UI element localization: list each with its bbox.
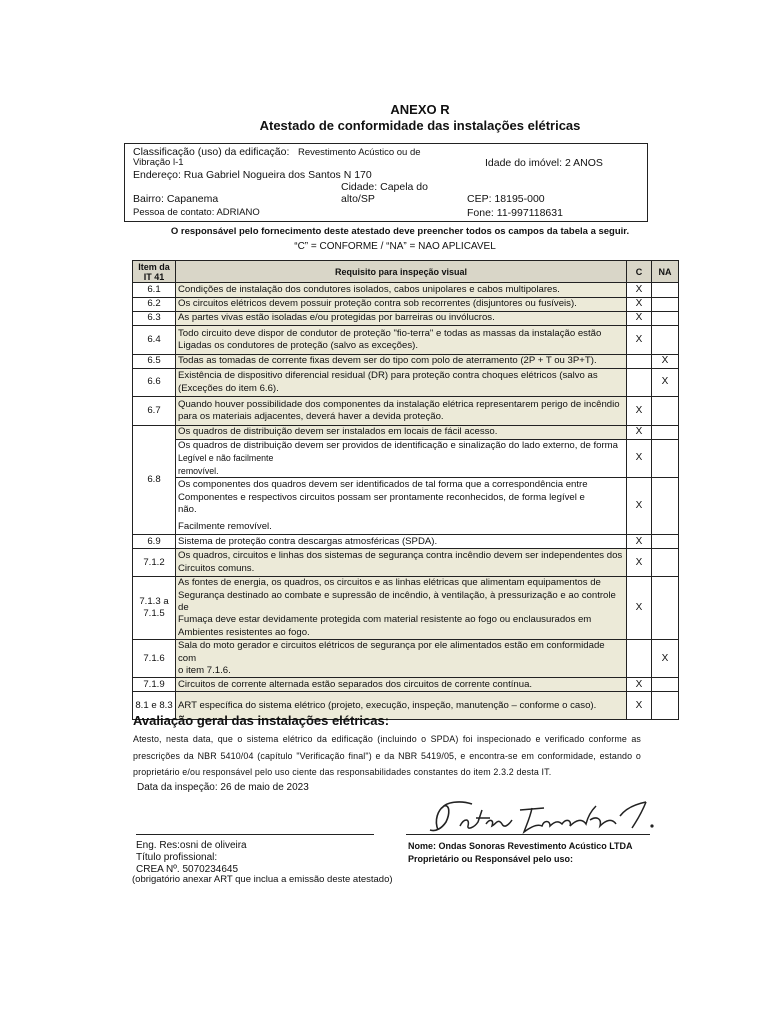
row-mark-c: X: [627, 397, 652, 426]
row-requisito: [176, 478, 627, 535]
evaluation-text: Atesto, nesta data, que o sistema elétrico da edificação (incluindo o SPDA) foi inspecionado e verificado conforme as prescrições da NBR 5410/04 (capítulo "Verificação final") e da NBR 5419/05, e encontra-se em conformidade, estando o proprietário e/ou responsável pelo uso ciente das responsabilidades constantes do item 2.3.2 desta IT.: [133, 734, 641, 777]
row-mark-c: X: [627, 577, 652, 640]
row-requisito-line: ART específica do sistema elétrico (projeto, execução, inspeção, manutenção – conforme o caso).: [178, 699, 597, 711]
row-mark-c: [627, 369, 652, 397]
row-requisito-line: Condições de instalação dos condutores isolados, cabos unipolares e cabos multipolares.: [178, 283, 560, 295]
row-mark-na: [652, 283, 679, 298]
row-requisito: [176, 298, 627, 312]
row-requisito: [176, 678, 627, 692]
engineer-block: [136, 840, 247, 875]
row-item: 7.1.2: [133, 549, 176, 577]
row-requisito-line: Os circuitos elétricos devem possuir proteção contra sob recorrentes (disjuntores ou fusíveis).: [178, 298, 577, 310]
row-requisito-line: Ligadas os condutores de proteção (salvo as exceções).: [178, 340, 418, 351]
row-mark-na: [652, 549, 679, 577]
row-mark-c: [627, 355, 652, 369]
row-item: 6.4: [133, 326, 176, 355]
annex-title: ANEXO R: [390, 102, 450, 117]
table-row: [133, 312, 679, 326]
row-mark-na: X: [652, 355, 679, 369]
row-mark-na: [652, 298, 679, 312]
row-mark-na: [652, 426, 679, 440]
city: Cidade: Capela do: [341, 181, 428, 193]
row-mark-c: X: [627, 478, 652, 535]
inspection-table: [132, 260, 679, 720]
row-requisito-line: Sistema de proteção contra descargas atmosféricas (SPDA).: [178, 535, 438, 547]
neighborhood: Bairro: Capanema: [133, 193, 219, 205]
row-requisito-line: Os componentes dos quadros devem ser identificados de tal forma que a correspondência entre: [178, 479, 588, 491]
row-mark-c: X: [627, 326, 652, 355]
city-cont: alto/SP: [341, 193, 375, 205]
row-item: 6.8: [133, 426, 176, 535]
row-requisito: [176, 326, 627, 355]
row-mark-c: X: [627, 298, 652, 312]
row-mark-na: [652, 577, 679, 640]
row-mark-c: X: [627, 440, 652, 478]
row-requisito-line: Legível e não facilmente: [178, 453, 274, 464]
row-mark-c: X: [627, 283, 652, 298]
row-item: 6.2: [133, 298, 176, 312]
address: Endereço: Rua Gabriel Nogueira dos Santos N 170: [133, 169, 372, 181]
row-mark-c: X: [627, 692, 652, 720]
row-item: 6.3: [133, 312, 176, 326]
row-requisito-line: para os materiais adjacentes, deverá haver a devida proteção.: [178, 411, 444, 422]
table-row: [133, 440, 679, 478]
row-item: 7.1.9: [133, 678, 176, 692]
row-requisito: [176, 283, 627, 298]
row-mark-c: X: [627, 426, 652, 440]
row-requisito: [176, 426, 627, 440]
row-mark-c: X: [627, 549, 652, 577]
contact-person: Pessoa de contato: ADRIANO: [133, 207, 260, 218]
table-row: [133, 535, 679, 549]
row-requisito: [176, 549, 627, 577]
row-item: 6.5: [133, 355, 176, 369]
building-age: Idade do imóvel: 2 ANOS: [485, 157, 603, 169]
row-mark-na: X: [652, 369, 679, 397]
art-required-note: (obrigatório anexar ART que inclua a emissão deste atestado): [132, 874, 393, 885]
table-row: [133, 640, 679, 678]
row-requisito: [176, 440, 627, 478]
row-requisito-line: (Exceções do item 6.6).: [178, 382, 279, 394]
evaluation-title: Avaliação geral das instalações elétricas:: [133, 713, 390, 728]
row-requisito-line: As fontes de energia, os quadros, os circuitos e as linhas elétricas que alimentam equipamentos de: [178, 577, 601, 589]
table-row: [133, 478, 679, 535]
row-requisito-line: Ambientes resistentes ao fogo.: [178, 626, 310, 638]
header-na: NA: [652, 261, 679, 283]
owner-signature-line: [406, 834, 650, 835]
classificacao-value: Revestimento Acústico ou de: [298, 147, 421, 158]
row-item: 6.7: [133, 397, 176, 426]
row-mark-na: [652, 478, 679, 535]
instructions-note: O responsável pelo fornecimento deste atestado deve preencher todos os campos da tabela a seguir.: [170, 226, 630, 237]
table-row: [133, 355, 679, 369]
row-mark-na: [652, 312, 679, 326]
table-row: [133, 283, 679, 298]
table-row: [133, 326, 679, 355]
row-requisito-line: Sala do moto gerador e circuitos elétricos de segurança por ele alimentados estão em conformidade com: [178, 640, 605, 664]
row-mark-na: [652, 326, 679, 355]
classificacao-label: Classificação (uso) da edificação:: [133, 146, 290, 158]
row-requisito: [176, 355, 627, 369]
row-requisito: [176, 397, 627, 426]
header-requisito: Requisito para inspeção visual: [176, 261, 627, 283]
row-requisito-line: Componentes e respectivos circuitos possam ser prontamente reconhecidos, de forma legível e: [178, 491, 585, 503]
row-requisito: [176, 535, 627, 549]
row-requisito-line: Os quadros, circuitos e linhas dos sistemas de segurança contra incêndio devem ser independentes dos: [178, 550, 623, 562]
row-requisito-line: Circuitos comuns.: [178, 562, 255, 574]
row-item: 7.1.3 a 7.1.5: [133, 577, 176, 640]
row-requisito-line: Todo circuito deve dispor de condutor de proteção "fio-terra" e todas as massas da instalação estão: [178, 327, 602, 339]
row-requisito-line: Facilmente removível.: [178, 520, 272, 532]
engineer-title: Título profissional:: [136, 851, 218, 863]
row-requisito-line: Segurança destinado ao combate e supressão de incêndio, à ventilação, à pressurização e ao controle de: [178, 589, 616, 614]
row-mark-na: [652, 678, 679, 692]
owner-name: Nome: Ondas Sonoras Revestimento Acústico LTDA: [408, 841, 633, 851]
row-requisito: [176, 577, 627, 640]
row-mark-na: [652, 397, 679, 426]
owner-label: Proprietário ou Responsável pelo uso:: [408, 853, 574, 864]
phone: Fone: 11-997118631: [467, 207, 563, 219]
row-requisito-line: Circuitos de corrente alternada estão separados dos circuitos de corrente contínua.: [178, 678, 533, 690]
header-c: C: [627, 261, 652, 283]
row-mark-na: [652, 692, 679, 720]
row-mark-c: [627, 640, 652, 678]
table-row: [133, 298, 679, 312]
row-requisito-line: não.: [178, 504, 197, 516]
row-requisito-line: As partes vivas estão isoladas e/ou protegidas por barreiras ou invólucros.: [178, 312, 495, 324]
legend-text: “C” = CONFORME / “NA” = NAO APLICAVEL: [294, 241, 496, 252]
row-requisito-line: removível.: [178, 465, 219, 476]
row-requisito-line: Existência de dispositivo diferencial residual (DR) para proteção contra choques elétricos (salvo as: [178, 370, 598, 382]
row-mark-c: X: [627, 312, 652, 326]
row-item: 7.1.6: [133, 640, 176, 678]
row-requisito: [176, 312, 627, 326]
row-requisito: [176, 369, 627, 397]
row-requisito-line: Quando houver possibilidade dos componentes da instalação elétrica representarem perigo de incêndio: [178, 398, 620, 410]
row-item: 6.9: [133, 535, 176, 549]
table-row: [133, 577, 679, 640]
inspection-date: Data da inspeção: 26 de maio de 2023: [137, 782, 309, 793]
classificacao-value-cont: Vibração l-1: [133, 157, 184, 168]
row-mark-c: X: [627, 678, 652, 692]
row-item: 6.1: [133, 283, 176, 298]
building-info-box: [124, 143, 648, 222]
row-requisito-line: Fumaça deve estar devidamente protegida com material resistente ao fogo ou enclausurados em: [178, 614, 592, 626]
row-requisito-line: o item 7.1.6.: [178, 665, 231, 677]
header-item: Item da IT 41: [133, 261, 176, 283]
zip-code: CEP: 18195-000: [467, 193, 545, 205]
row-requisito-line: Os quadros de distribuição devem ser instalados em locais de fácil acesso.: [178, 426, 498, 438]
table-row: [133, 369, 679, 397]
table-row: [133, 678, 679, 692]
table-row: [133, 549, 679, 577]
table-row: [133, 426, 679, 440]
engineer-signature-line: [136, 834, 374, 835]
row-mark-na: [652, 440, 679, 478]
row-mark-c: X: [627, 535, 652, 549]
row-item: 8.1 e 8.3: [133, 692, 176, 720]
row-requisito-line: Os quadros de distribuição devem ser providos de identificação e sinalização do lado externo, de forma: [178, 440, 618, 451]
row-requisito: [176, 640, 627, 678]
document-title: Atestado de conformidade das instalações elétricas: [259, 118, 581, 133]
engineer-name: Eng. Res:osni de oliveira: [136, 840, 247, 851]
row-item: 6.6: [133, 369, 176, 397]
row-mark-na: X: [652, 640, 679, 678]
engineer-crea: CREA Nº. 5070234645: [136, 863, 239, 875]
row-mark-na: [652, 535, 679, 549]
table-row: [133, 397, 679, 426]
owner-block: [408, 840, 633, 865]
row-requisito-line: Todas as tomadas de corrente fixas devem ser do tipo com polo de aterramento (2P + T ou 3P+T).: [178, 355, 597, 367]
